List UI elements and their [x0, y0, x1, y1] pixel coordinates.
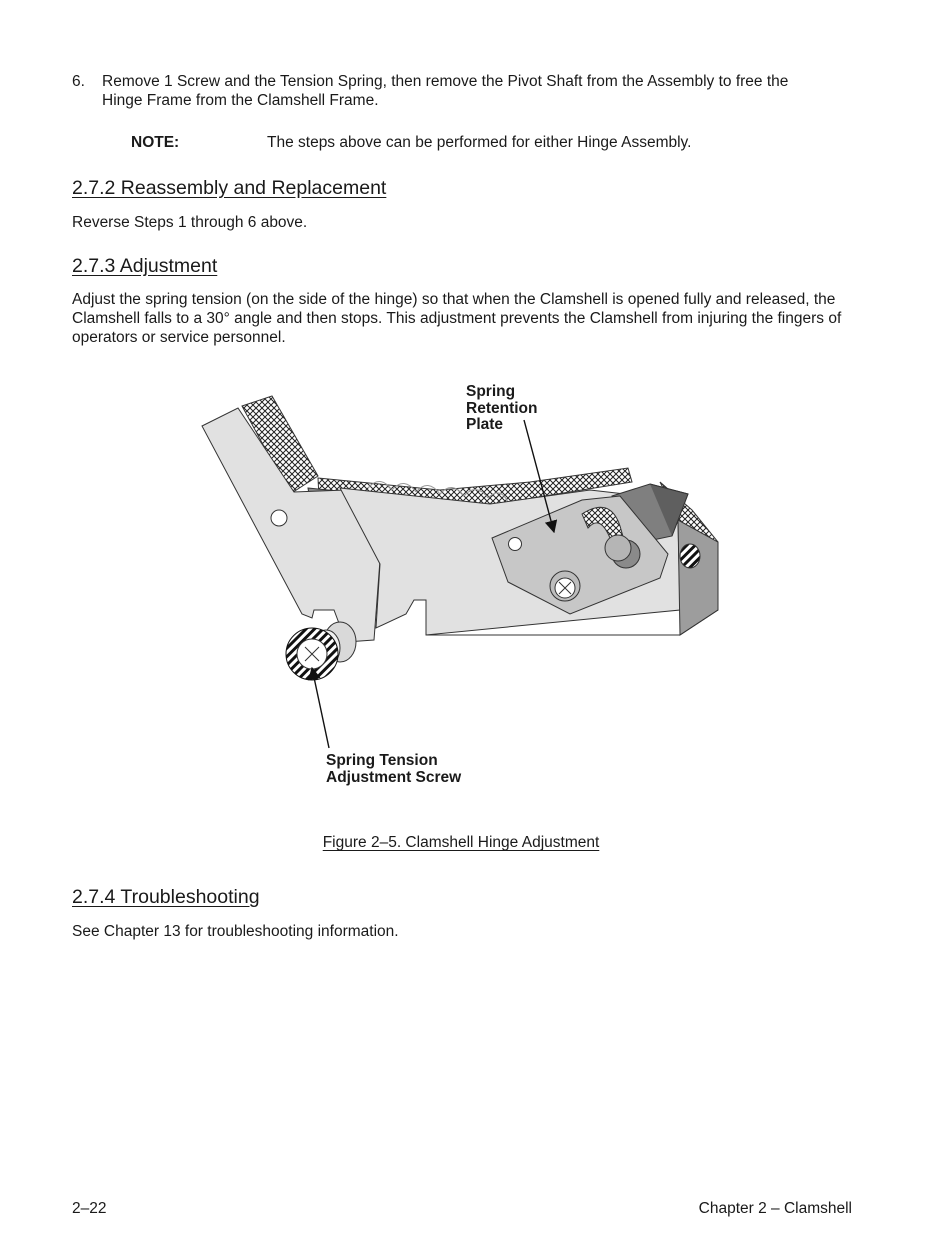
callout-adjustment-screw: Spring Tension Adjustment Screw: [326, 752, 462, 786]
footer-chapter: Chapter 2 – Clamshell: [698, 1200, 852, 1217]
note-text: The steps above can be performed for either Hinge Assembly.: [267, 134, 692, 151]
adjustment-screw-icon: [286, 622, 356, 680]
callout-spring-retention-plate: Spring Retention Plate: [466, 383, 538, 433]
step-number: 6.: [72, 73, 85, 90]
step-text: Remove 1 Screw and the Tension Spring, then remove the Pivot Shaft from the Assembly to free the Hinge Frame from the Clamshell Frame.: [102, 73, 789, 109]
section-body-adjustment: Adjust the spring tension (on the side of the hinge) so that when the Clamshell is opened fully and released, the Clamshell falls to a 30° angle and then stops. This adjustment prevents the Clamshell from injuring the fingers of operators or service personnel.: [72, 291, 842, 346]
section-heading-reassembly: 2.7.2 Reassembly and Replacement: [72, 177, 387, 199]
note-label: NOTE:: [131, 134, 180, 151]
hinge-illustration: [190, 378, 750, 808]
section-heading-adjustment: 2.7.3 Adjustment: [72, 255, 218, 277]
section-body-troubleshooting: See Chapter 13 for troubleshooting information.: [72, 923, 399, 940]
footer-page-number: 2–22: [72, 1200, 107, 1217]
section-heading-troubleshooting: 2.7.4 Troubleshooting: [72, 886, 260, 908]
section-body-reassembly: Reverse Steps 1 through 6 above.: [72, 214, 308, 231]
figure-caption: Figure 2–5. Clamshell Hinge Adjustment: [322, 834, 600, 851]
hinge-figure: [190, 378, 750, 808]
screw-leader-arrow: [312, 668, 329, 748]
